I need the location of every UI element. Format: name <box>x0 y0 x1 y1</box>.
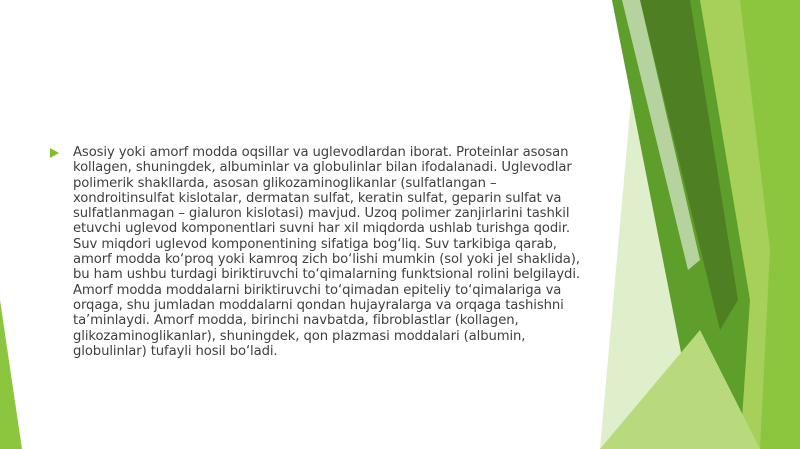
bullet-arrow-icon <box>50 148 59 158</box>
body-content <box>50 145 590 359</box>
bullet-item <box>50 145 590 359</box>
corner-bottom-left <box>0 300 22 449</box>
bullet-text: Asosiy yoki amorf modda oqsillar va uglevodlardan iborat. Proteinlar asosan kollagen, shuningdek, albuminlar va globulinlar bilan ifodalanadi. Uglevodlar polimerik shakllarda, asosan glikozaminoglikanlar (sulfatlangan – xondroitinsulfat kislotalar, dermatan sulfat, keratin sulfat, geparin sulfat va sulfatlanmagan – gialuron kislotasi) mavjud. Uzoq polimer zanjirlarini tashkil etuvchi uglevod komponentlari suvni har xil miqdorda ushlab turishga qodir. Suv miqdori uglevod komponentining sifatiga bog‘liq. Suv tarkibiga qarab, amorf modda ko‘proq yoki kamroq zich bo‘lishi mumkin (sol yoki jel shaklida), bu ham ushbu turdagi biriktiruvchi to‘qimalarning funktsional rolini belgilaydi. Amorf modda moddalarni biriktiruvchi to‘qimadan epiteliy to‘qimalariga va orqaga, shu jumladan moddalarni qondan hujayralarga va orqaga tashishni ta’minlaydi. Amorf modda, birinchi navbatda, fibroblastlar (kollagen, glikozaminoglikanlar), shuningdek, qon plazmasi moddalari (albumin, globulinlar) tufayli hosil bo‘ladi. <box>73 145 580 359</box>
